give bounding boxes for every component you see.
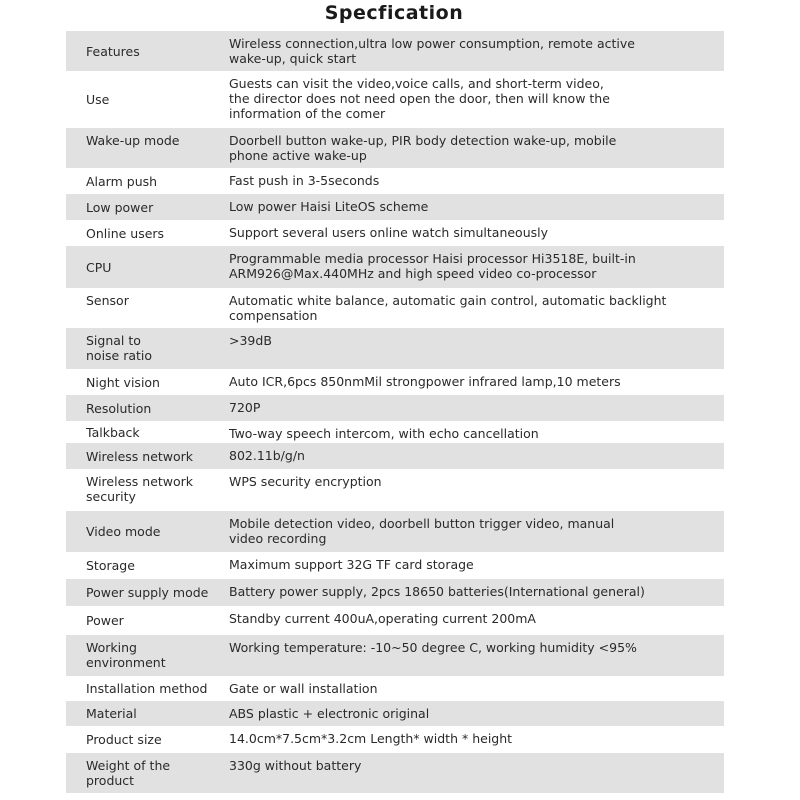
page-title: Specfication [324, 2, 464, 24]
spec-row-product-size [66, 726, 724, 753]
spec-label: Resolution [86, 400, 152, 416]
spec-row-wake-up-mode [66, 128, 724, 168]
spec-row-working-environment [66, 635, 724, 676]
spec-row-low-power [66, 194, 724, 220]
spec-value: Doorbell button wake-up, PIR body detection wake-up, mobile phone active wake-up [229, 133, 617, 163]
spec-label: CPU [86, 259, 112, 275]
spec-row-snr [66, 328, 724, 369]
spec-label: Wake-up mode [86, 133, 180, 148]
spec-label: Working environment [86, 640, 166, 670]
spec-row-online-users [66, 220, 724, 246]
spec-value: Guests can visit the video,voice calls, and short-term video, the director does not need open the door, then will know the information of the comer [229, 76, 610, 121]
spec-value: Fast push in 3-5seconds [229, 173, 380, 188]
spec-row-night-vision [66, 369, 724, 395]
spec-row-talkback [66, 421, 724, 443]
spec-row-resolution [66, 395, 724, 421]
spec-row-storage [66, 552, 724, 579]
spec-value: WPS security encryption [229, 474, 382, 489]
spec-label: Storage [86, 558, 135, 573]
spec-label: Weight of the product [86, 758, 171, 788]
spec-label: Low power [86, 199, 154, 215]
spec-value: Two-way speech intercom, with echo cancellation [229, 426, 539, 441]
spec-label: Installation method [86, 681, 208, 696]
spec-row-use [66, 71, 724, 128]
spec-row-wireless-security [66, 469, 724, 511]
spec-label: Product size [86, 732, 162, 747]
spec-label: Power [86, 613, 124, 628]
spec-row-weight [66, 753, 724, 793]
spec-row-installation-method [66, 676, 724, 701]
spec-row-features [66, 31, 724, 71]
spec-label: Wireless network [86, 448, 194, 464]
spec-label: Use [86, 92, 110, 107]
spec-row-material [66, 701, 724, 726]
spec-value: 330g without battery [229, 758, 362, 773]
spec-value: 14.0cm*7.5cm*3.2cm Length* width * height [229, 731, 513, 746]
spec-value: Auto ICR,6pcs 850nmMil strongpower infrared lamp,10 meters [229, 374, 621, 389]
spec-label: Video mode [86, 524, 161, 539]
spec-label: Talkback [86, 424, 140, 440]
spec-row-power [66, 606, 724, 635]
spec-value: 802.11b/g/n [229, 448, 305, 463]
spec-value: Battery power supply, 2pcs 18650 batteries(International general) [229, 584, 645, 599]
spec-value: 720P [229, 400, 261, 415]
spec-row-alarm-push [66, 168, 724, 194]
spec-value: Programmable media processor Haisi processor Hi3518E, built-in ARM926@Max.440MHz and high speed video co-processor [229, 251, 636, 281]
spec-table [66, 31, 724, 793]
spec-label: Night vision [86, 374, 160, 390]
spec-row-power-supply-mode [66, 579, 724, 606]
spec-row-video-mode [66, 511, 724, 552]
spec-label: Power supply mode [86, 585, 209, 600]
spec-value: Automatic white balance, automatic gain control, automatic backlight compensation [229, 293, 667, 323]
spec-value: Low power Haisi LiteOS scheme [229, 199, 429, 214]
spec-value: Working temperature: -10~50 degree C, working humidity <95% [229, 640, 637, 655]
spec-row-sensor [66, 288, 724, 328]
spec-row-wireless-network [66, 443, 724, 469]
spec-label: Signal to noise ratio [86, 333, 153, 363]
spec-label: Alarm push [86, 173, 158, 189]
spec-value: Wireless connection,ultra low power consumption, remote active wake-up, quick start [229, 36, 635, 66]
spec-value: ABS plastic + electronic original [229, 706, 430, 721]
spec-label: Wireless network security [86, 474, 194, 504]
spec-label: Features [86, 43, 140, 59]
spec-value: Standby current 400uA,operating current 200mA [229, 611, 536, 626]
spec-value: Maximum support 32G TF card storage [229, 557, 474, 572]
spec-value: >39dB [229, 333, 272, 348]
spec-value: Gate or wall installation [229, 681, 378, 696]
spec-value: Mobile detection video, doorbell button trigger video, manual video recording [229, 516, 615, 546]
spec-row-cpu [66, 246, 724, 288]
spec-label: Material [86, 706, 137, 721]
spec-value: Support several users online watch simultaneously [229, 225, 549, 240]
spec-label: Sensor [86, 293, 129, 308]
spec-label: Online users [86, 225, 165, 241]
